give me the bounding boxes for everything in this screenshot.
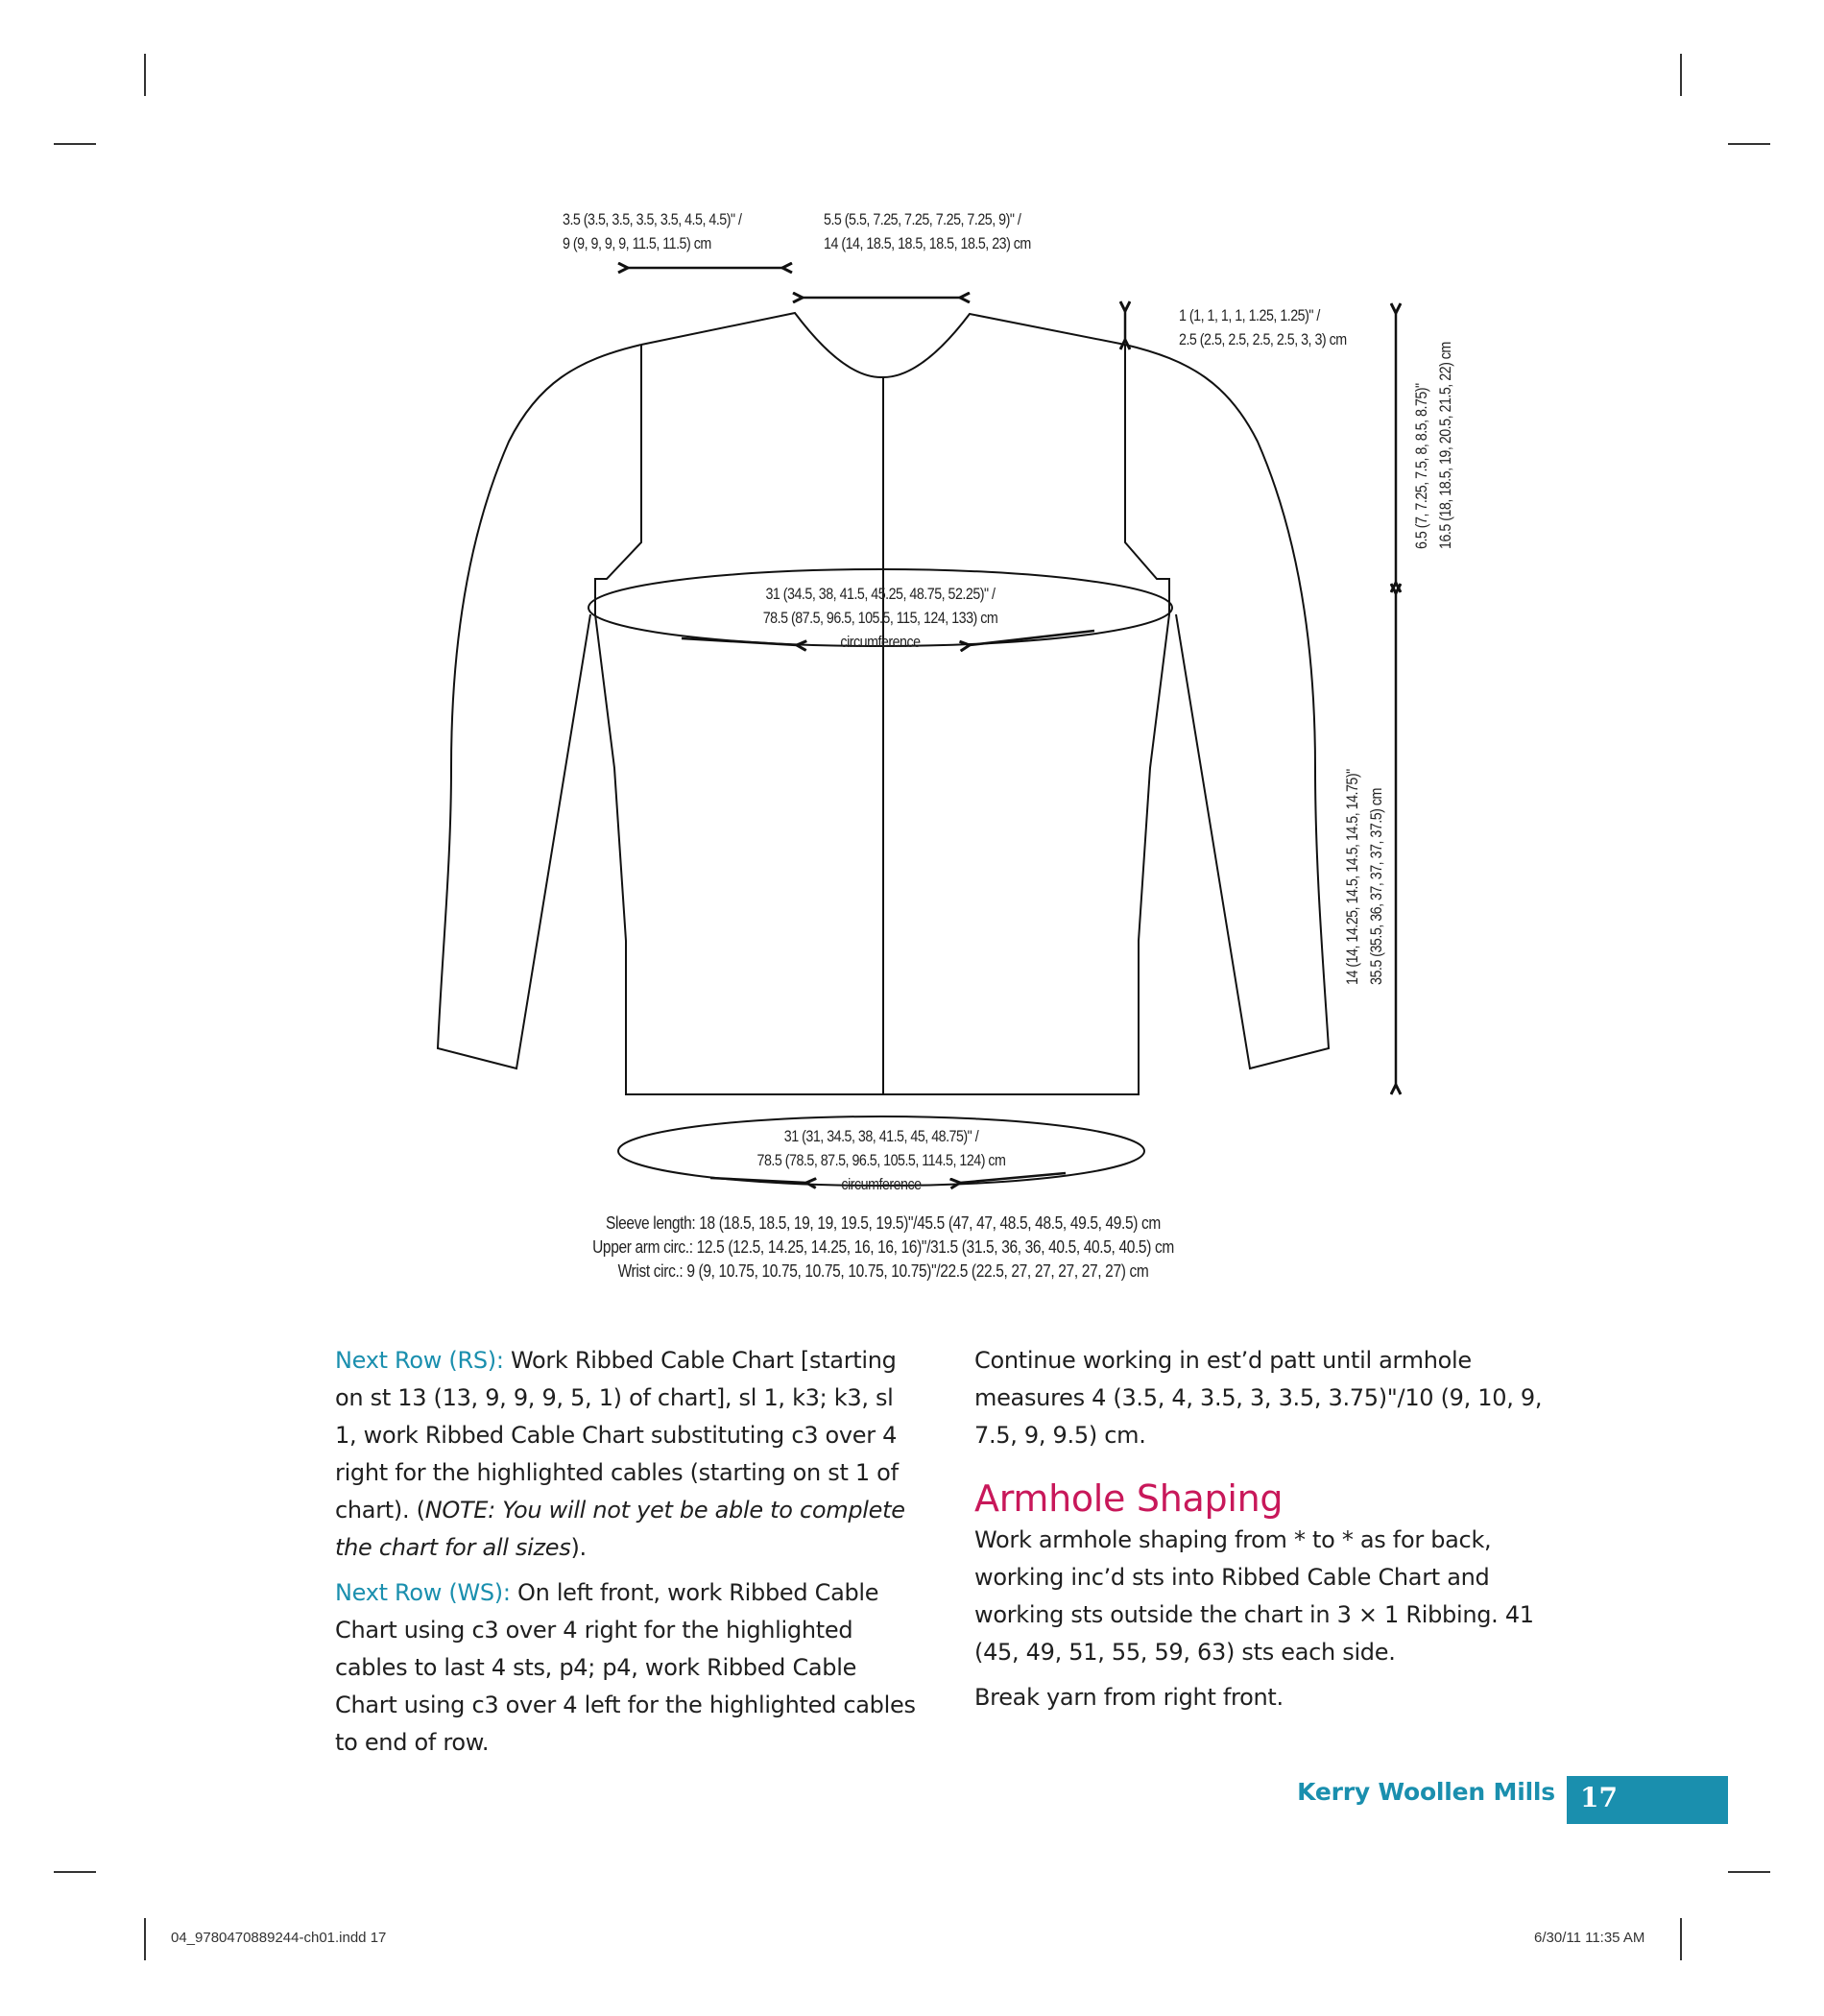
sleeve-length-note: Sleeve length: 18 (18.5, 18.5, 19, 19, 19.5, 19.5)"/45.5 (47, 47, 48.5, 48.5, 49.5, 49.5) cm bbox=[605, 1213, 1161, 1233]
note-text: NOTE: You will not yet be able to complete the chart for all sizes bbox=[335, 1497, 905, 1561]
instruction-text: ). bbox=[570, 1534, 587, 1561]
footer-brand: Kerry Woollen Mills bbox=[1297, 1778, 1555, 1806]
crop-mark bbox=[1680, 1918, 1682, 1960]
row-label: Next Row (WS): bbox=[335, 1579, 511, 1606]
shoulder-width-label: 3.5 (3.5, 3.5, 3.5, 3.5, 4.5, 4.5)" / 9 (9, 9, 9, 9, 11.5, 11.5) cm bbox=[563, 210, 742, 252]
section-heading: Armhole Shaping bbox=[974, 1477, 1284, 1520]
chest-label: 31 (34.5, 38, 41.5, 45.25, 48.75, 52.25)" / 78.5 (87.5, 96.5, 105.5, 115, 124, 133) cm circumference bbox=[762, 585, 998, 651]
instruction-text: On left front, work Ribbed Cable Chart using c3 over 4 right for the highlighted cables to last 4 sts, p4; p4, work Ribbed Cable Chart using c3 over 4 left for the highlighted cables to end of row. bbox=[335, 1579, 916, 1756]
neckline bbox=[641, 313, 1125, 377]
upper-arm-note: Upper arm circ.: 12.5 (12.5, 14.25, 14.25, 16, 16, 16)"/31.5 (31.5, 36, 36, 40.5, 40.5, 40.5) cm bbox=[592, 1237, 1174, 1257]
slug-date: 6/30/11 11:35 AM bbox=[1534, 1930, 1645, 1946]
hem-label: 31 (31, 34.5, 38, 41.5, 45, 48.75)" / 78.5 (78.5, 87.5, 96.5, 105.5, 114.5, 124) cm circumference bbox=[756, 1127, 1006, 1193]
page-number-box bbox=[1567, 1776, 1728, 1824]
paragraph bbox=[335, 1342, 921, 1567]
paragraph: Continue working in est’d patt until armhole measures 4 (3.5, 4, 3.5, 3, 3.5, 3.75)"/10 (9, 10, 9, 7.5, 9, 9.5) cm. bbox=[974, 1347, 1543, 1449]
right-sleeve bbox=[1125, 345, 1329, 1068]
crop-mark bbox=[1728, 1871, 1770, 1873]
sleeve-notes bbox=[537, 1212, 1230, 1284]
left-sleeve bbox=[438, 345, 641, 1068]
armhole-depth-label: 6.5 (7, 7.25, 7.5, 8, 8.5, 8.75)" 16.5 (18, 18.5, 19, 20.5, 21.5, 22) cm bbox=[1412, 342, 1454, 549]
neck-width-label: 5.5 (5.5, 7.25, 7.25, 7.25, 7.25, 9)" / 14 (14, 18.5, 18.5, 18.5, 18.5, 23) cm bbox=[824, 210, 1031, 252]
paragraph: Work armhole shaping from * to * as for back, working inc’d sts into Ribbed Cable Chart and working sts outside the chart in 3 × 1 Ribbing. 41 (45, 49, 51, 55, 59, 63) sts each side. bbox=[974, 1526, 1534, 1666]
slug-file: 04_9780470889244-ch01.indd 17 bbox=[171, 1930, 387, 1946]
page-number: 17 bbox=[1580, 1782, 1618, 1813]
paragraph bbox=[335, 1574, 921, 1762]
shoulder-drop-label: 1 (1, 1, 1, 1, 1.25, 1.25)" / 2.5 (2.5, 2.5, 2.5, 2.5, 3, 3) cm bbox=[1179, 306, 1347, 348]
crop-mark bbox=[54, 1871, 96, 1873]
paragraph: Break yarn from right front. bbox=[974, 1684, 1284, 1711]
right-column bbox=[974, 1342, 1560, 1724]
instruction-text: Work Ribbed Cable Chart [starting on st 13 (13, 9, 9, 9, 5, 1) of chart], sl 1, k3; k3, sl 1, work Ribbed Cable Chart substituting c3 over 4 right for the highlighted cables (starting on st 1 of chart). ( bbox=[335, 1347, 899, 1524]
body-length-label: 14 (14, 14.25, 14.5, 14.5, 14.5, 14.75)" 35.5 (35.5, 36, 37, 37, 37, 37.5) cm bbox=[1343, 769, 1385, 985]
wrist-note: Wrist circ.: 9 (9, 10.75, 10.75, 10.75, 10.75, 10.75)"/22.5 (22.5, 27, 27, 27, 27, 27) cm bbox=[617, 1261, 1149, 1281]
row-label: Next Row (RS): bbox=[335, 1347, 504, 1374]
crop-mark bbox=[144, 1918, 146, 1960]
left-column bbox=[335, 1342, 921, 1769]
